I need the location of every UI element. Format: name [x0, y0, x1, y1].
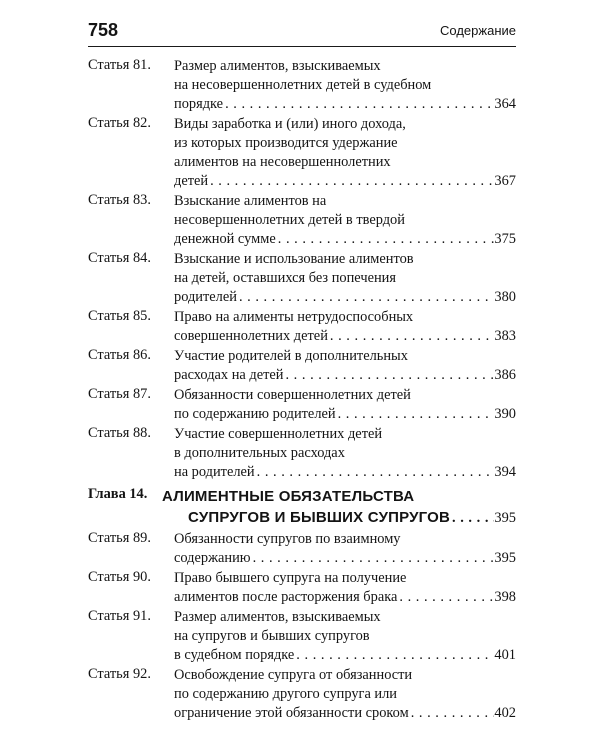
- article-number: Статья 87.: [88, 386, 151, 402]
- article-number: Статья 81.: [88, 57, 151, 73]
- page-ref: 375: [494, 231, 516, 247]
- article-number: Статья 89.: [88, 530, 151, 546]
- page-header: [88, 20, 516, 48]
- article-number: Статья 91.: [88, 608, 151, 624]
- page-ref: 394: [494, 464, 516, 480]
- article-number: Статья 82.: [88, 115, 151, 131]
- entry-title: Право на алименты нетрудоспособных совершеннолетних детей . . . 383: [174, 308, 516, 346]
- article-number: Статья 90.: [88, 569, 151, 585]
- page-ref: 383: [494, 328, 516, 344]
- article-number: Статья 85.: [88, 308, 151, 324]
- page-number: 758: [88, 20, 119, 40]
- entry-title: Взыскание и использование алиментов на детей, оставшихся без попечения родителей . . . 380: [174, 250, 516, 307]
- entry-title: Участие совершеннолетних детей в дополнительных расходах на родителей . . . 394: [174, 425, 516, 482]
- chapter-title: АЛИМЕНТНЫЕ ОБЯЗАТЕЛЬСТВА СУПРУГОВ И БЫВШИХ СУПРУГОВ . . . 395: [162, 486, 516, 528]
- page-ref: 364: [494, 96, 516, 112]
- entry-title: Размер алиментов, взыскиваемых на супругов и бывших супругов в судебном порядке . . . 401: [174, 608, 516, 665]
- page-ref: 402: [494, 705, 516, 721]
- article-number: Статья 83.: [88, 192, 151, 208]
- page-ref: 386: [494, 367, 516, 383]
- entry-title: Обязанности совершеннолетних детей по содержанию родителей . . . 390: [174, 386, 516, 424]
- entry-title: Право бывшего супруга на получение алиментов после расторжения брака . . . 398: [174, 569, 516, 607]
- entry-title: Участие родителей в дополнительных расходах на детей . . . 386: [174, 347, 516, 385]
- article-number: Статья 88.: [88, 425, 151, 441]
- entry-title: Виды заработка и (или) иного дохода, из которых производится удержание алиментов на несовершеннолетних детей . . . 367: [174, 115, 516, 191]
- page-ref: 395: [494, 550, 516, 566]
- page-ref: 395: [494, 510, 516, 526]
- page-ref: 367: [494, 173, 516, 189]
- article-number: Статья 92.: [88, 666, 151, 682]
- entry-title: Обязанности супругов по взаимному содержанию . . . 395: [174, 530, 516, 568]
- entry-title: Размер алиментов, взыскиваемых на несовершеннолетних детей в судебном порядке . . . 364: [174, 57, 516, 114]
- page-ref: 401: [494, 647, 516, 663]
- page-ref: 380: [494, 289, 516, 305]
- entry-title: Освобождение супруга от обязанности по содержанию другого супруга или ограничение этой обязанности сроком . . . 402: [174, 666, 516, 723]
- section-title: Содержание: [440, 23, 516, 38]
- article-number: Статья 84.: [88, 250, 151, 266]
- entry-title: Взыскание алиментов на несовершеннолетних детей в твердой денежной сумме . . . 375: [174, 192, 516, 249]
- article-number: Статья 86.: [88, 347, 151, 363]
- page-ref: 398: [494, 589, 516, 605]
- page-ref: 390: [494, 406, 516, 422]
- header-rule: [88, 46, 516, 47]
- chapter-label: Глава 14.: [88, 486, 148, 502]
